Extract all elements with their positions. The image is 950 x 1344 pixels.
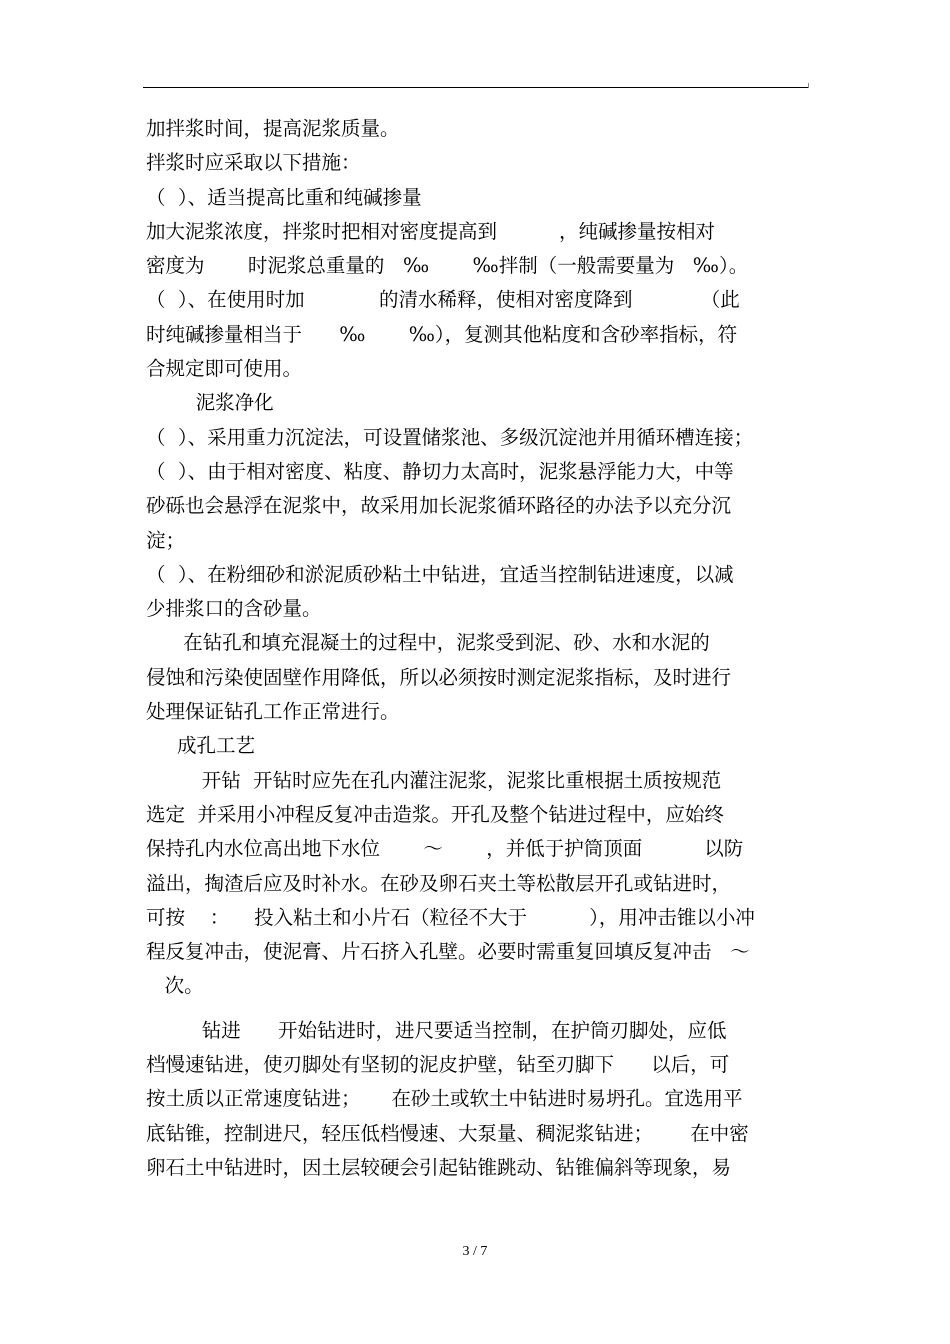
- text-line: 按土质以正常速度钻进； 在砂土或软土中钻进时易坍孔。宜选用平: [146, 1087, 743, 1111]
- text-line: 合规定即可使用。: [146, 357, 303, 381]
- header-rule: [143, 87, 808, 88]
- text-line: 档慢速钻进，使刃脚处有坚韧的泥皮护壁，钻至刃脚下 以后，可: [146, 1053, 730, 1077]
- text-line: 密度为 时泥浆总重量的 ‰ ‰拌制（一般需要量为 ‰）。: [146, 254, 749, 278]
- text-line: （ ）、采用重力沉淀法，可设置储浆池、多级沉淀池并用循环槽连接；: [146, 425, 754, 449]
- text-line: 可按 ： 投入粘土和小片石（粒径不大于 ），用冲击锥以小冲: [146, 905, 755, 929]
- document-body: [146, 112, 808, 1185]
- text-line: （ ）、在粉细砂和淤泥质砂粘土中钻进，宜适当控制钻进速度，以减: [146, 562, 734, 586]
- text-line: 在钻孔和填充混凝土的过程中，泥浆受到泥、砂、水和水泥的: [146, 631, 710, 655]
- text-line: （ ）、适当提高比重和纯碱掺量: [146, 185, 422, 209]
- header-rule-tick: [808, 83, 809, 88]
- text-line: 砂砾也会悬浮在泥浆中，故采用加长泥浆循环路径的办法予以充分沉: [146, 494, 732, 518]
- text-line: 程反复冲击，使泥膏、片石挤入孔壁。必要时需重复回填反复冲击 ～: [146, 940, 750, 964]
- text-line: 加大泥浆浓度，拌浆时把相对密度提高到 ，纯碱掺量按相对: [146, 219, 715, 243]
- section-heading: 成孔工艺: [146, 734, 255, 758]
- text-line: （ ）、在使用时加 的清水稀释，使相对密度降到 （此: [146, 288, 740, 312]
- text-line: 钻进 开始钻进时，进尺要适当控制，在护筒刃脚处，应低: [146, 1018, 727, 1042]
- page-number: 3 / 7: [462, 1244, 488, 1259]
- text-line: 底钻锥，控制进尺，轻压低档慢速、大泵量、稠泥浆钻进； 在中密: [146, 1121, 749, 1145]
- text-line: 侵蚀和污染使固壁作用降低，所以必须按时测定泥浆指标，及时进行: [146, 665, 732, 689]
- text-line: （ ）、由于相对密度、粘度、静切力太高时，泥浆悬浮能力大，中等: [146, 459, 734, 483]
- text-line: 时纯碱掺量相当于 ‰ ‰），复测其他粘度和含砂率指标，符: [146, 322, 738, 346]
- text-line: 卵石土中钻进时，因土层较硬会引起钻锥跳动、钻锥偏斜等现象，易: [146, 1155, 732, 1179]
- text-line: 开钻 开钻时应先在孔内灌注泥浆，泥浆比重根据土质按规范: [146, 768, 722, 792]
- text-line: 保持孔内水位高出地下水位 ～ ，并低于护筒顶面 以防: [146, 837, 744, 861]
- text-line: 次。: [146, 974, 204, 998]
- text-line: 选定 并采用小冲程反复冲击造浆。开孔及整个钻进过程中，应始终: [146, 802, 724, 826]
- paragraph-gap: [146, 1004, 808, 1014]
- section-heading: 泥浆净化: [146, 391, 274, 415]
- text-line: 加拌浆时间，提高泥浆质量。: [146, 117, 400, 140]
- text-line: 少排浆口的含砂量。: [146, 597, 322, 621]
- text-line: 溢出，掏渣后应及时补水。在砂及卵石夹土等松散层开孔或钻进时，: [146, 871, 732, 895]
- text-line: 拌浆时应采取以下措施：: [146, 151, 361, 175]
- text-line: 淀；: [146, 528, 186, 552]
- text-line: 处理保证钻孔工作正常进行。: [146, 700, 400, 724]
